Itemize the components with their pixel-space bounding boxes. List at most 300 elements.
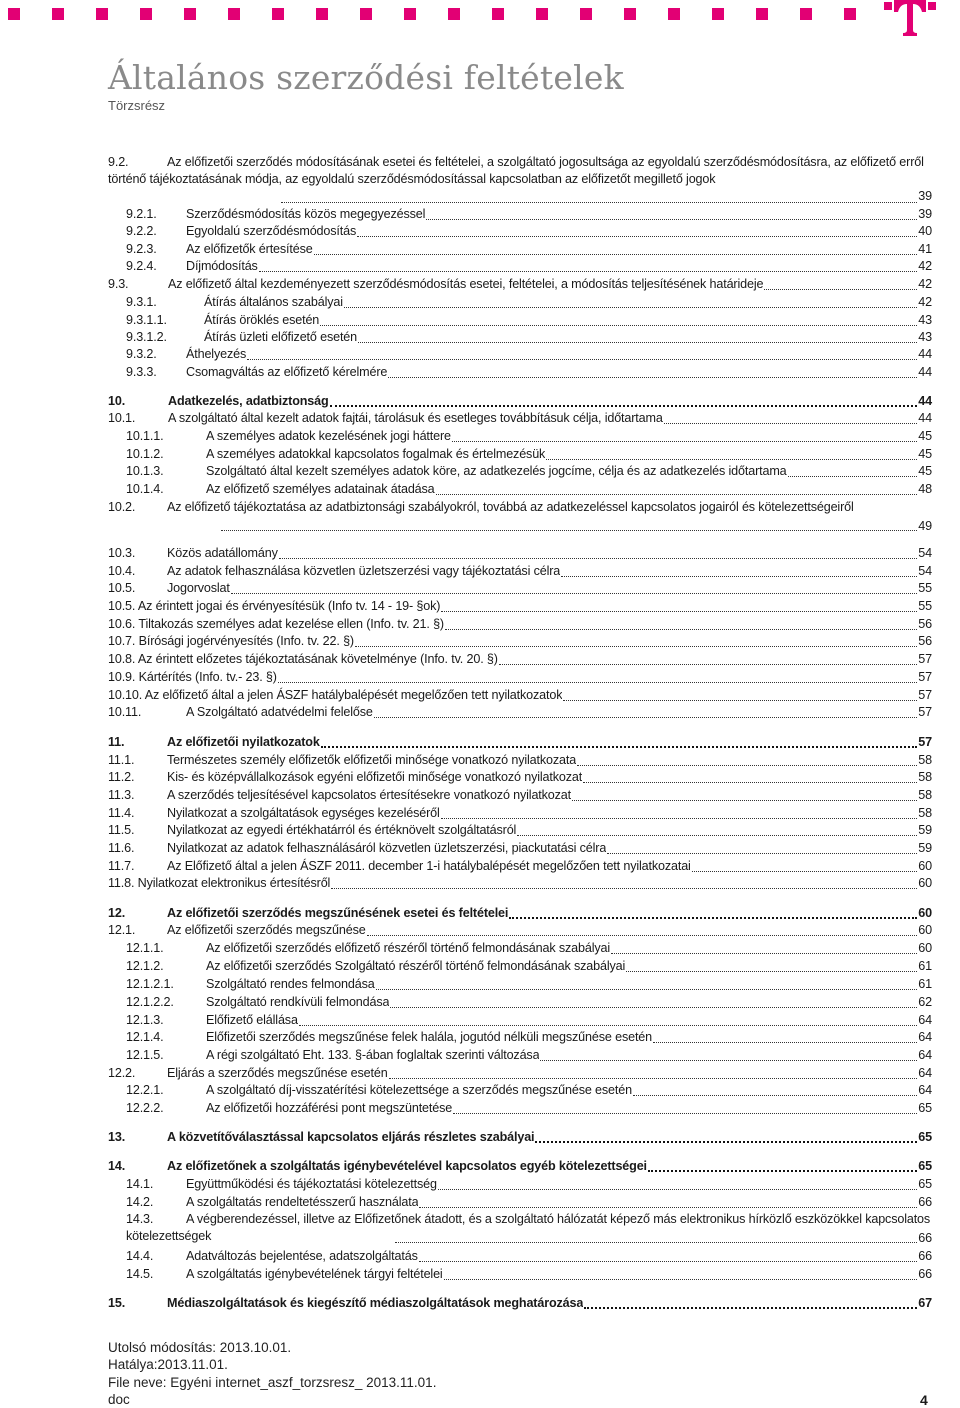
brand-square [756,8,768,20]
toc-dot-leader [320,313,917,326]
toc-entry-number: 15. [108,1296,126,1310]
toc-entry-text: A személyes adatok kezelésének jogi háttere [206,429,451,443]
brand-square [492,8,504,20]
toc-entry[interactable] [108,632,932,649]
toc-dot-leader [314,242,918,255]
toc-page-number: 54 [918,546,932,560]
toc-entry-text: A Szolgáltató adatvédelmi felelőse [186,705,373,719]
toc-page-number: 64 [918,1013,932,1027]
toc-page-number: 60 [918,876,932,890]
toc-entry-number: 10.2. [108,500,136,514]
toc-dot-leader [221,518,917,531]
toc-entry-text: Az előfizetői szerződés Szolgáltató részéről történő felmondásának szabályai [206,959,626,973]
page-number: 4 [920,1392,928,1408]
brand-square [140,8,152,20]
toc-dot-leader [357,224,917,237]
toc-entry-text: Átírás öröklés esetén [204,313,320,327]
toc-page-number: 62 [918,995,932,1009]
toc-dot-leader [611,941,917,954]
toc-page-number: 44 [918,394,932,408]
toc-entry-number: 11.5. [108,823,135,837]
toc-dot-leader [247,347,917,360]
footer-extension: doc [108,1392,130,1407]
toc-entry-number: 11.6. [108,841,135,855]
toc-dot-leader [583,770,917,783]
toc-entry-number: 9.2.2. [126,224,157,238]
toc-entry-number: 12.1.2.2. [126,995,174,1009]
toc-entry-text: 10.6. Tiltakozás személyes adat kezelése ellen (Info. tv. 21. §) [108,617,444,631]
toc-entry-text: A régi szolgáltató Eht. 133. §-ában foglaltak szerinti változása [206,1048,540,1062]
toc-dot-leader [626,959,917,972]
toc-page-number: 57 [918,670,932,684]
toc-dot-leader [358,330,917,343]
toc-entry[interactable] [108,409,932,426]
toc-entry-number: 12.1.2.1. [126,977,174,991]
toc-dot-leader [692,859,918,872]
toc-page-number: 39 [918,207,932,221]
toc-entry-text: A szerződés teljesítésével kapcsolatos értesítésekre vonatkozó nyilatkozat [167,788,572,802]
toc-page-number: 64 [918,1066,932,1080]
toc-entry-text: Természetes személy előfizetők előfizetői minősége vonatkozó nyilatkozata [167,753,577,767]
toc-entry-text: Szolgáltató rendes felmondása [206,977,375,991]
toc-entry[interactable] [108,874,932,891]
toc-entry-text: A személyes adatokkal kapcsolatos fogalmak és értelmezésük [206,447,546,461]
toc-dot-leader [344,295,917,308]
toc-page-number: 45 [918,464,932,478]
toc-entry-number: 11.3. [108,788,135,802]
toc-entry-10-2[interactable] [108,499,932,516]
toc-dot-leader [331,876,917,889]
toc-page-number: 65 [918,1177,932,1191]
toc-entry-text: Szolgáltató rendkívüli felmondása [206,995,390,1009]
toc-page-number: 59 [918,823,932,837]
toc-entry[interactable] [108,993,932,1010]
brand-square [184,8,196,20]
toc-entry-number: 9.2.3. [126,242,157,256]
toc-entry-text: Együttműködési és tájékoztatási kötelezettség [186,1177,437,1191]
toc-page-number: 58 [918,770,932,784]
toc-entry[interactable] [108,462,932,479]
toc-page-number: 67 [918,1296,932,1310]
toc-page-number: 57 [918,735,932,749]
toc-dot-leader [535,1129,917,1143]
toc-entry-text: A szolgáltatás igénybevételének tárgyi feltételei [186,1267,443,1281]
toc-entry[interactable] [108,804,932,821]
toc-entry-text: Nyilatkozat a szolgáltatások egységes kezeléséről [167,806,440,820]
toc-entry-number: 12.2.2. [126,1101,164,1115]
toc-entry-number: 9.3.1. [126,295,157,309]
toc-dot-leader [355,634,917,647]
toc-entry[interactable] [108,1011,932,1028]
brand-square [668,8,680,20]
toc-page-number: 56 [918,617,932,631]
toc-page-number: 65 [918,1130,932,1144]
brand-square [624,8,636,20]
page-title: Általános szerződési feltételek [108,58,624,97]
toc-entry-number: 10.3. [108,546,136,560]
toc-entry-text: 11.8. Nyilatkozat elektronikus értesítésről [108,876,331,890]
toc-entry[interactable] [108,222,932,239]
toc-entry-number: 14. [108,1159,126,1173]
toc-entry[interactable] [108,1193,932,1210]
toc-entry-number: 9.3. [108,277,129,291]
toc-page-number: 66 [918,1195,932,1209]
brand-square [448,8,460,20]
toc-entry[interactable] [108,1294,932,1311]
toc-entry[interactable] [108,392,932,409]
toc-page-number: 60 [918,923,932,937]
toc-entry-text: Adatkezelés, adatbiztonság [168,394,329,408]
toc-entry[interactable] [108,579,932,596]
toc-dot-leader [231,581,918,594]
toc-entry-text: Az előfizetők értesítése [186,242,313,256]
toc-entry[interactable] [108,1081,932,1098]
toc-page-number: 60 [918,941,932,955]
toc-entry-number: 10.1.1. [126,429,164,443]
brand-square [712,8,724,20]
toc-entry-text: Jogorvoslat [167,581,230,595]
toc-dot-leader [441,806,918,819]
toc-entry-text: Díjmódosítás [186,259,258,273]
toc-page-number: 57 [918,652,932,666]
toc-entry[interactable] [108,1247,932,1264]
toc-page-number: 59 [918,841,932,855]
toc-entry[interactable] [108,363,932,380]
toc-dot-leader [279,546,918,559]
toc-dot-leader [259,259,918,272]
toc-entry-text: A végberendezéssel, illetve az Előfizetőnek átadott, és a szolgáltató hálózatát képező más elektronikus hírközlő eszközökkel kapcsolatos kötelezettségek [126,1212,931,1243]
toc-entry-text: A szolgáltató által kezelt adatok fajtái, tárolásuk és esetleges továbbításuk célja, időtartama [168,411,663,425]
toc-entry-text: Az adatok felhasználása közvetlen üzletszerzési vagy tájékoztatási célra [167,564,561,578]
toc-entry-text: A szolgáltató díj-visszatérítési kötelezettsége a szerződés megszűnése esetén [206,1083,632,1097]
page-subtitle: Törzsrész [108,98,166,113]
toc-page-number: 57 [918,688,932,702]
toc-entry-number: 11. [108,735,125,749]
toc-entry[interactable] [108,275,932,292]
toc-page-number: 65 [918,1159,932,1173]
toc-entry-number: 9.3.1.1. [126,313,167,327]
toc-entry-text: Az előfizetői hozzáférési pont megszüntetése [206,1101,453,1115]
toc-entry-number: 10.1.3. [126,464,164,478]
toc-entry-text: Adatváltozás bejelentése, adatszolgáltatás [186,1249,418,1263]
toc-entry-text: Az előfizető által kezdeményezett szerződésmódosítás esetei, feltételei, a módosítás teljesítésének határideje [168,277,764,291]
toc-entry-text: Az előfizetői szerződés megszűnésének esetei és feltételei [167,906,509,920]
toc-entry[interactable] [108,733,932,750]
toc-entry-text: Átírás üzleti előfizető esetén [204,330,358,344]
toc-entry[interactable] [108,1157,932,1174]
toc-entry-text: Az előfizetői szerződés megszűnése [167,923,366,937]
toc-entry[interactable] [108,650,932,667]
toc-page-number: 45 [918,429,932,443]
brand-square [272,8,284,20]
toc-entry[interactable] [108,1028,932,1045]
toc-dot-leader [648,1158,917,1172]
toc-page-number: 41 [918,242,932,256]
toc-page-number: 58 [918,806,932,820]
toc-entry-number: 14.4. [126,1249,154,1263]
toc-entry-text: Közös adatállomány [167,546,278,560]
toc-entry[interactable] [108,703,932,720]
brand-square [228,8,240,20]
toc-entry[interactable] [108,1064,932,1081]
toc-page-number: 61 [918,977,932,991]
toc-dot-leader [438,1177,917,1190]
toc-page-number: 65 [918,1101,932,1115]
toc-entry-number: 12.1.2. [126,959,164,973]
toc-entry-text: Az előfizetőnek a szolgáltatás igénybevételével kapcsolatos egyéb kötelezettségei [167,1159,647,1173]
toc-dot-leader [441,599,917,612]
toc-dot-leader [664,411,918,424]
toc-entry-text: Nyilatkozat az adatok felhasználásáról közvetlen üzletszerzési, piackutatási célra [167,841,607,855]
toc-entry[interactable] [108,544,932,561]
brand-square [844,8,856,20]
toc-entry[interactable] [108,668,932,685]
toc-entry-number: 12.1.4. [126,1030,164,1044]
toc-dot-leader [788,464,918,477]
toc-page-number: 43 [918,330,932,344]
toc-page-number: 56 [918,634,932,648]
toc-entry[interactable] [108,205,932,222]
toc-entry-text: A szolgáltatás rendeltetésszerű használata [186,1195,419,1209]
toc-entry-text: Előfizető elállása [206,1013,298,1027]
toc-entry-9-2[interactable] [108,154,932,203]
toc-page-number: 55 [918,599,932,613]
toc-page-number: 49 [918,519,932,533]
toc-page-number: 64 [918,1048,932,1062]
toc-page-number: 66 [918,1267,932,1281]
toc-page-number: 60 [918,859,932,873]
toc-entry[interactable] [108,1265,932,1282]
toc-entry-number: 11.2. [108,770,135,784]
toc-entry[interactable] [108,1099,932,1116]
toc-entry-number: 10.1. [108,411,136,425]
toc-entry-text: Az előfizetői nyilatkozatok [167,735,320,749]
toc-dot-leader [509,905,917,919]
toc-dot-leader [419,1249,918,1262]
toc-entry-number: 9.2.1. [126,207,157,221]
toc-page-number: 42 [918,277,932,291]
toc-page-number: 55 [918,581,932,595]
toc-entry-number: 14.5. [126,1267,154,1281]
toc-entry[interactable] [108,921,932,938]
brand-square [580,8,592,20]
toc-entry[interactable] [108,480,932,497]
toc-entry[interactable] [108,427,932,444]
toc-entry-number: 12.1.3. [126,1013,164,1027]
toc-dot-leader [577,753,917,766]
toc-entry-number: 14.1. [126,1177,154,1191]
toc-entry[interactable] [108,445,932,462]
toc-entry[interactable] [108,939,932,956]
toc-entry-text: Szerződésmódosítás közös megegyezéssel [186,207,426,221]
toc-page-number: 42 [918,295,932,309]
toc-entry-text: Eljárás a szerződés megszűnése esetén [167,1066,388,1080]
toc-dot-leader [764,277,917,290]
toc-entry-text: 10.7. Bírósági jogérvényesítés (Info. tv. 22. §) [108,634,354,648]
toc-entry[interactable] [108,821,932,838]
toc-entry-number: 9.3.1.2. [126,330,167,344]
toc-entry-number: 14.3. [126,1212,154,1226]
toc-entry-text: Nyilatkozat az egyedi értékhatárról és értéknövelt szolgáltatásról [167,823,517,837]
toc-dot-leader [453,1101,917,1114]
toc-entry-number: 12.1. [108,923,136,937]
toc-dot-leader [584,1295,917,1309]
toc-entry-number: 12.2.1. [126,1083,164,1097]
toc-entry-text: Egyoldalú szerződésmódosítás [186,224,357,238]
toc-entry-number: 9.2.4. [126,259,157,273]
toc-dot-leader [517,823,917,836]
toc-entry-number: 12.2. [108,1066,136,1080]
toc-page-number: 64 [918,1083,932,1097]
toc-entry-text: A közvetítőválasztással kapcsolatos eljárás részletes szabályai [167,1130,535,1144]
toc-dot-leader [321,734,918,748]
toc-entry[interactable] [108,257,932,274]
toc-dot-leader [374,705,918,718]
toc-dot-leader [367,923,918,936]
brand-square [96,8,108,20]
toc-entry-number: 9.3.3. [126,365,157,379]
toc-entry[interactable] [108,345,932,362]
toc-entry-text: Az előfizető tájékoztatása az adatbiztonsági szabályokról, továbbá az adatkezeléssel kapcsolatos jogairól és kötelezettségeiről [167,500,854,514]
toc-dot-leader [561,564,917,577]
toc-page-number: 40 [918,224,932,238]
toc-page-number: 54 [918,564,932,578]
toc-dot-leader [653,1030,917,1043]
toc-dot-leader [419,1195,917,1208]
brand-square [404,8,416,20]
toc-entry-text: Csomagváltás az előfizető kérelmére [186,365,388,379]
toc-page-number: 58 [918,753,932,767]
toc-page-number: 44 [918,347,932,361]
toc-dot-leader [546,447,917,460]
toc-entry-number: 11.7. [108,859,135,873]
toc-entry[interactable] [108,562,932,579]
toc-entry[interactable] [108,597,932,614]
toc-dot-leader [395,1230,917,1243]
toc-page-number: 58 [918,788,932,802]
toc-entry-number: 10.11. [108,705,142,719]
toc-page-number: 66 [918,1231,932,1245]
toc-entry-text: 10.5. Az érintett jogai és érvényesítésük (Info tv. 14 - 19- §ok) [108,599,441,613]
toc-dot-leader [278,670,917,683]
toc-entry[interactable] [108,904,932,921]
toc-entry[interactable] [108,768,932,785]
toc-entry-number: 13. [108,1130,126,1144]
toc-dot-leader [426,207,917,220]
toc-entry[interactable] [108,751,932,768]
toc-entry-number: 12.1.1. [126,941,164,955]
toc-entry-number: 14.2. [126,1195,154,1209]
toc-dot-leader [299,1013,917,1026]
toc-dot-leader [390,995,917,1008]
toc-page-number: 48 [918,482,932,496]
toc-entry[interactable] [108,686,932,703]
toc-entry-text: Az Előfizető által a jelen ÁSZF 2011. december 1-i hatálybalépését megelőzően tett nyilatkozatai [167,859,691,873]
toc-entry-text: 10.9. Kártérítés (Info. tv.- 23. §) [108,670,277,684]
toc-entry[interactable] [108,615,932,632]
footer-filename: File neve: Egyéni internet_aszf_torzsresz_ 2013.11.01. [108,1375,437,1390]
brand-square [316,8,328,20]
toc-entry-text: 10.8. Az érintett előzetes tájékoztatásának követelménye (Info. tv. 20. §) [108,652,498,666]
toc-page-number: 66 [918,1249,932,1263]
toc-entry[interactable] [108,839,932,856]
toc-entry[interactable] [108,975,932,992]
toc-page-number: 61 [918,959,932,973]
toc-entry-text: Átírás általános szabályai [204,295,343,309]
toc-entry[interactable] [108,293,932,310]
toc-entry-number: 12.1.5. [126,1048,164,1062]
toc-dot-leader [444,1267,918,1280]
toc-entry-text: Kis- és középvállalkozások egyéni előfizetői minősége vonatkozó nyilatkozat [167,770,583,784]
toc-entry[interactable] [108,1175,932,1192]
toc-page-number: 39 [918,189,932,203]
toc-entry[interactable] [108,786,932,803]
brand-square [360,8,372,20]
toc-dot-leader [563,688,917,701]
toc-dot-leader [445,617,917,630]
toc-page-number: 42 [918,259,932,273]
toc-page-number: 60 [918,906,932,920]
toc-entry-text: Az előfizetői szerződés előfizető részéről történő felmondásának szabályai [206,941,611,955]
toc-dot-leader [436,482,918,495]
brand-square [536,8,548,20]
toc-dot-leader [607,841,917,854]
toc-dot-leader [499,652,917,665]
toc-dot-leader [376,977,918,990]
footer-effective: Hatálya:2013.11.01. [108,1357,228,1372]
toc-entry-text: Az előfizető személyes adatainak átadása [206,482,435,496]
toc-page-number: 57 [918,705,932,719]
toc-entry-text: Előfizetői szerződés megszűnése felek halála, jogutód nélküli megszűnése esetén [206,1030,652,1044]
toc-dot-leader [388,365,917,378]
toc-entry[interactable] [108,957,932,974]
toc-entry-text: Az előfizetői szerződés módosításának esetei és feltételei, a szolgáltató jogosultsága az egyoldalú szerződésmódosításra, az előfizető erről történő tájékoztatásának módja, az egyoldalú szerződésmódosítással kapcsolatban az előfizetőt megillető jogok [108,155,924,186]
toc-entry-text: Szolgáltató által kezelt személyes adatok köre, az adatkezelés jogcíme, célja és az adatkezelés időtartama [206,464,787,478]
toc-dot-leader [389,1066,918,1079]
toc-page-number: 45 [918,447,932,461]
brand-squares-bar [0,4,880,22]
toc-entry[interactable] [108,1128,932,1145]
toc-page-number: 44 [918,365,932,379]
toc-dot-leader [452,429,917,442]
toc-dot-leader [540,1048,917,1061]
toc-entry-number: 11.4. [108,806,135,820]
toc-page-number: 44 [918,411,932,425]
footer-modified: Utolsó módosítás: 2013.10.01. [108,1340,292,1355]
toc-entry[interactable] [108,240,932,257]
toc-dot-leader [330,393,918,407]
toc-entry[interactable] [108,857,932,874]
toc-entry-text: Médiaszolgáltatások és kiegészítő médiaszolgáltatások meghatározása [167,1296,584,1310]
toc-entry[interactable] [108,328,932,345]
toc-page-number: 43 [918,313,932,327]
toc-entry-number: 9.2. [108,155,129,169]
telekom-t-icon [884,0,936,38]
toc-entry-number: 10.1.2. [126,447,164,461]
toc-entry-number: 10. [108,394,126,408]
toc-entry-number: 10.4. [108,564,136,578]
toc-dot-leader [281,190,917,203]
brand-square [52,8,64,20]
toc-entry-text: Áthelyezés [186,347,247,361]
toc-page-number: 64 [918,1030,932,1044]
toc-entry[interactable] [108,1046,932,1063]
toc-entry-number: 10.1.4. [126,482,164,496]
brand-square [8,8,20,20]
toc-entry-number: 12. [108,906,126,920]
toc-entry[interactable] [108,311,932,328]
toc-entry-number: 11.1. [108,753,135,767]
